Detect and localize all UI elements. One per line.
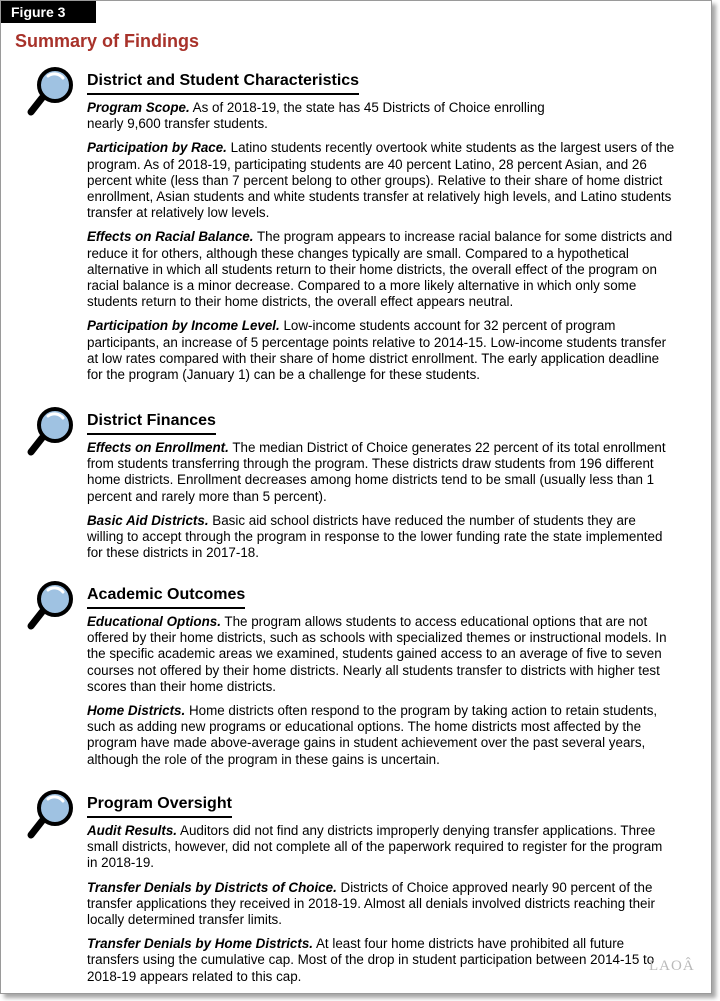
- magnifying-glass-icon: [25, 405, 77, 461]
- section-paragraphs: [87, 823, 675, 993]
- finding-paragraph: Participation by Income Level. Low-income students account for 32 percent of program participants, an increase of 5 percentage points relative to 2014-15. Low-income students transfer at low rates compared with their share of home district enrollment. The early application deadline for the program (January 1) can be a challenge for these students.: [87, 318, 667, 383]
- finding-paragraph: Transfer Denials by Home Districts. At least four home districts have prohibited all future transfers using the cumulative cap. Most of the drop in student participation between 2014-15 to 2018-19 appears related to this cap.: [87, 936, 655, 984]
- section-paragraphs: [87, 100, 675, 391]
- section-heading: District Finances: [87, 412, 216, 435]
- finding-paragraph: Home Districts. Home districts often respond to the program by taking action to retain students, such as adding new programs or educational options. The home districts most affected by the program have made above-average gains in student achievement over the past several years, although the role of the program in these gains is uncertain.: [87, 703, 658, 767]
- magnifying-glass-icon: [25, 579, 77, 635]
- finding-paragraph: Audit Results. Auditors did not find any districts improperly denying transfer applications. Three small districts, however, did not complete all of the paperwork required to register for the program in 2018-19.: [87, 823, 663, 871]
- section-heading: Academic Outcomes: [87, 586, 245, 609]
- finding-paragraph: Effects on Enrollment. The median District of Choice generates 22 percent of its total enrollment from students transferring through the program. These districts draw students from 196 different home districts. Enrollment decreases among home districts tend to be small (usually less than 1 percent and rarely more than 5 percent).: [87, 440, 666, 504]
- finding-paragraph: Effects on Racial Balance. The program appears to increase racial balance for some districts and reduce it for others, although these changes typically are small. Compared to a hypothetical alternative in which all students return to their home districts, the overall effect of the program on racial balance is a minor decrease. Compared to a more likely alternative in which only some students return to their home districts, the overall effect appears neutral.: [87, 229, 673, 310]
- finding-paragraph: Basic Aid Districts. Basic aid school districts have reduced the number of students they are willing to accept through the program in response to the lower funding rate the state implemented for these districts in 2017-18.: [87, 512, 663, 561]
- page-title: Summary of Findings: [15, 31, 200, 51]
- finding-paragraph: Transfer Denials by Districts of Choice. Districts of Choice approved nearly 90 percent of the transfer applications they received in 2018-19. Almost all denials involved districts reaching their locally determined transfer limits.: [87, 879, 655, 928]
- section-paragraphs: [87, 440, 675, 569]
- lao-watermark: LAOÂ: [649, 958, 695, 974]
- section-paragraphs: [87, 614, 675, 776]
- section-heading: Program Oversight: [87, 795, 232, 818]
- magnifying-glass-icon: [25, 788, 77, 844]
- figure-label: Figure 3: [1, 1, 96, 23]
- finding-paragraph: Educational Options. The program allows students to access educational options that are not offered by their home districts, such as schools with specialized themes or instructional models. In the specific academic areas we examined, students gained access to an average of five to seven courses not offered by their home districts. Nearly all students transfer to districts with higher test scores than their home districts.: [87, 614, 667, 694]
- finding-paragraph: Participation by Race. Latino students recently overtook white students as the largest users of the program. As of 2018-19, participating students are 40 percent Latino, 28 percent Asian, and 26 percent white (less than 7 percent belong to other groups). Relative to their share of home district enrollment, Asian students and white students transfer at relatively high levels, and Latino students transfer at relatively low levels.: [87, 140, 675, 221]
- magnifying-glass-icon: [25, 65, 77, 121]
- section-heading: District and Student Characteristics: [87, 72, 359, 95]
- finding-paragraph: Program Scope. As of 2018-19, the state has 45 Districts of Choice enrolling nearly 9,600 transfer students.: [87, 100, 545, 132]
